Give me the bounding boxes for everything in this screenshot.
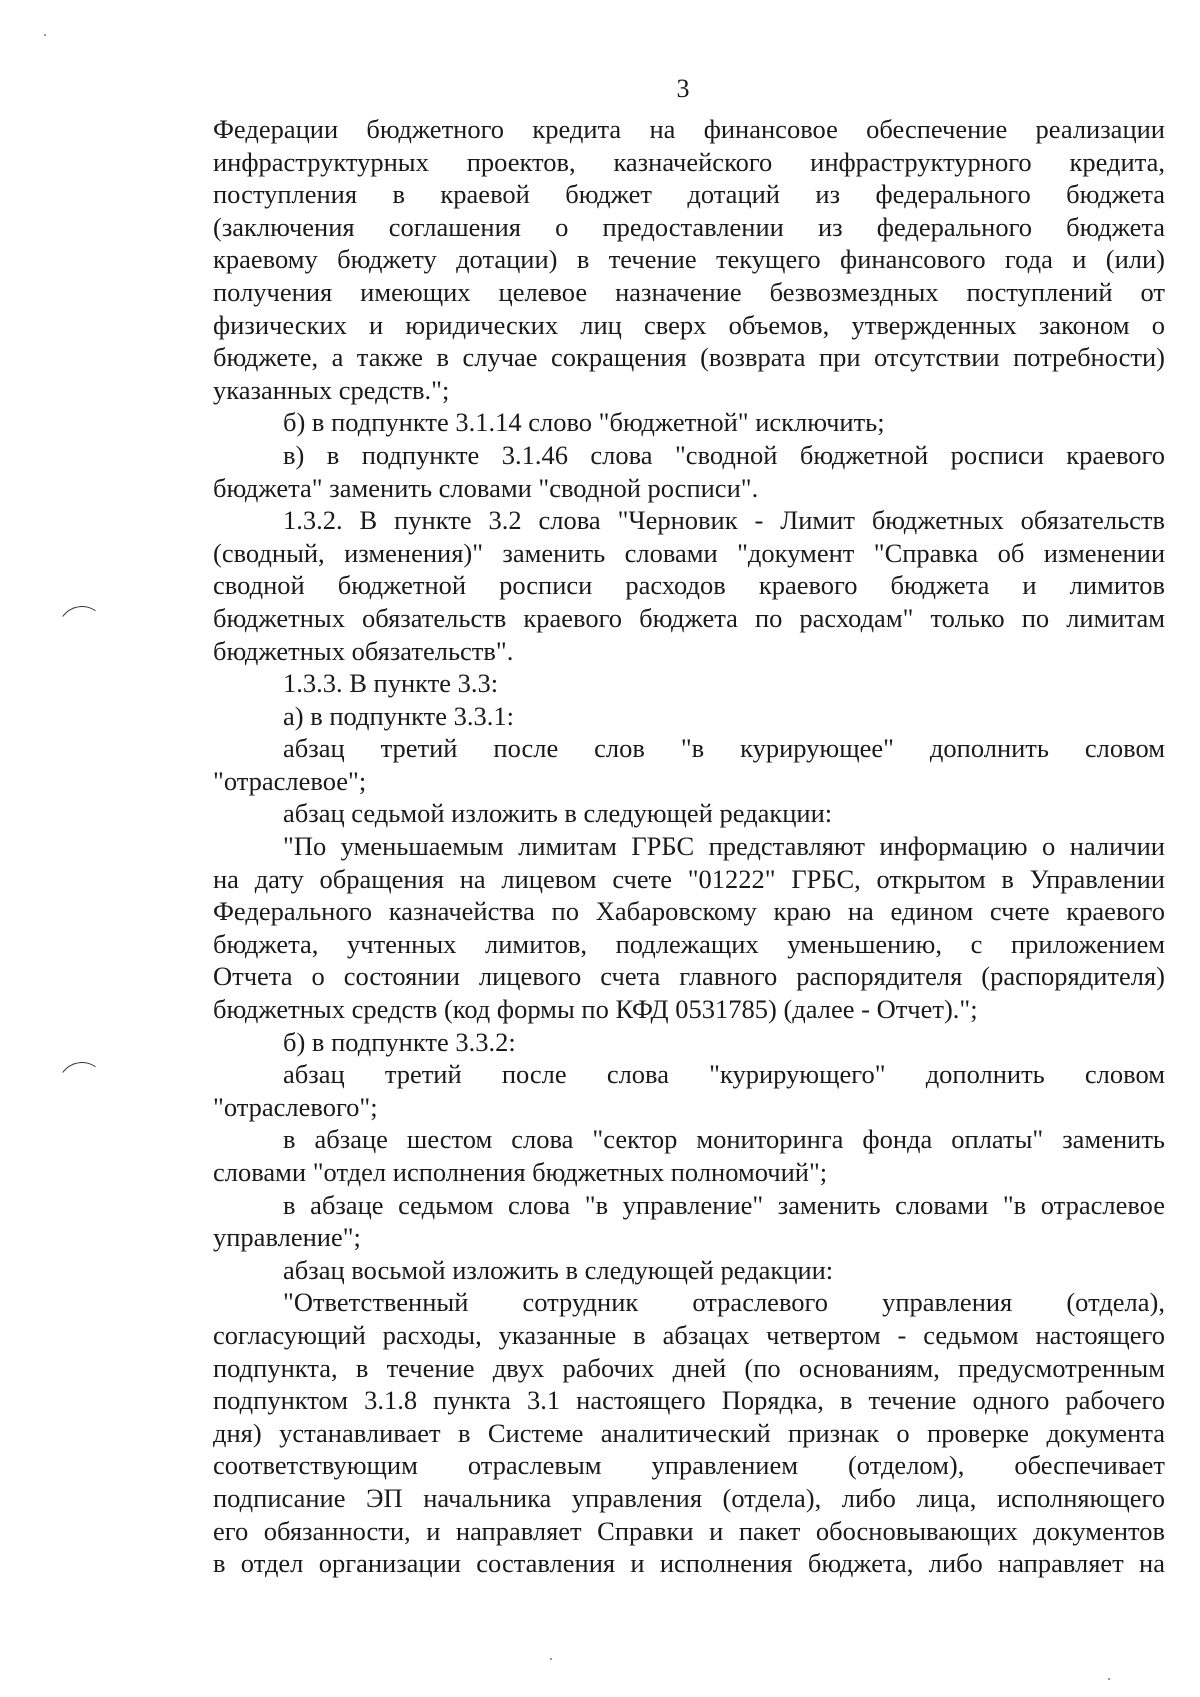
text-line: бюджетных обязательств краевого бюджета по расходам" только по лимитам <box>213 602 1165 633</box>
text-line: краевому бюджету дотации) в течение текущего финансового года и (или) <box>213 244 1165 275</box>
text-line: бюджетных обязательств". <box>213 635 514 666</box>
text-line: физических и юридических лиц сверх объемов, утвержденных законом о <box>213 309 1165 340</box>
text-line: подписание ЭП начальника управления (отдела), либо лица, исполняющего <box>213 1482 1165 1513</box>
text-line: согласующий расходы, указанные в абзацах четвертом - седьмом настоящего <box>213 1319 1165 1350</box>
text-line: 1.3.3. В пункте 3.3: <box>283 668 499 699</box>
text-line: "отраслевое"; <box>213 765 367 796</box>
text-line: управление"; <box>213 1222 361 1253</box>
punch-hole-mark <box>54 602 110 658</box>
text-line: соответствующим отраслевым управлением (отделом), обеспечивает <box>213 1450 1165 1481</box>
text-line: его обязанности, и направляет Справки и пакет обосновывающих документов <box>213 1515 1165 1546</box>
text-line: указанных средств."; <box>213 374 450 405</box>
text-line: бюджетных средств (код формы по КФД 0531785) (далее - Отчет)."; <box>213 994 978 1025</box>
scan-speck <box>550 1658 552 1660</box>
scan-speck <box>1108 1678 1110 1680</box>
text-line: подпунктом 3.1.8 пункта 3.1 настоящего Порядка, в течение одного рабочего <box>213 1385 1165 1416</box>
text-line: в абзаце седьмом слова "в управление" заменить словами "в отраслевое <box>283 1189 1165 1220</box>
text-line: инфраструктурных проектов, казначейского инфраструктурного кредита, <box>213 146 1165 177</box>
text-line: бюджета, учтенных лимитов, подлежащих уменьшению, с приложением <box>213 928 1165 959</box>
text-line: а) в подпункте 3.3.1: <box>283 700 514 731</box>
punch-hole-mark <box>54 1058 110 1114</box>
scan-speck <box>44 34 46 36</box>
text-line: "Ответственный сотрудник отраслевого управления (отдела), <box>283 1287 1165 1318</box>
text-line: словами "отдел исполнения бюджетных полномочий"; <box>213 1157 828 1187</box>
text-line: дня) устанавливает в Системе аналитический признак о проверке документа <box>213 1417 1165 1448</box>
document-body <box>213 113 1165 1580</box>
text-line: (заключения соглашения о предоставлении из федерального бюджета <box>213 211 1165 242</box>
text-line: бюджете, а также в случае сокращения (возврата при отсутствии потребности) <box>213 342 1165 373</box>
text-line: абзац третий после слов "в курирующее" дополнить словом <box>283 733 1165 764</box>
text-line: Федерального казначейства по Хабаровскому краю на едином счете краевого <box>213 896 1165 927</box>
text-line: сводной бюджетной росписи расходов краевого бюджета и лимитов <box>213 570 1165 601</box>
text-line: Отчета о состоянии лицевого счета главного распорядителя (распорядителя) <box>213 961 1165 992</box>
text-line: 1.3.2. В пункте 3.2 слова "Черновик - Лимит бюджетных обязательств <box>283 505 1165 536</box>
text-line: б) в подпункте 3.1.14 слово "бюджетной" исключить; <box>283 407 885 438</box>
text-line: "отраслевого"; <box>213 1091 378 1122</box>
text-line: в) в подпункте 3.1.46 слова "сводной бюджетной росписи краевого <box>283 439 1165 470</box>
text-line: (сводный, изменения)" заменить словами "документ "Справка об изменении <box>213 537 1165 568</box>
text-line: Федерации бюджетного кредита на финансовое обеспечение реализации <box>213 114 1165 144</box>
text-line: абзац третий после слова "курирующего" дополнить словом <box>283 1059 1165 1090</box>
text-line: абзац восьмой изложить в следующей редакции: <box>283 1254 834 1285</box>
text-line: абзац седьмой изложить в следующей редакции: <box>283 798 833 829</box>
text-line: получения имеющих целевое назначение безвозмездных поступлений от <box>213 276 1165 307</box>
text-line: на дату обращения на лицевом счете "01222" ГРБС, открытом в Управлении <box>213 863 1165 894</box>
text-line: б) в подпункте 3.3.2: <box>283 1026 516 1057</box>
text-line: поступления в краевой бюджет дотаций из федерального бюджета <box>213 179 1165 210</box>
text-line: в отдел организации составления и исполнения бюджета, либо направляет на <box>213 1548 1165 1579</box>
text-line: "По уменьшаемым лимитам ГРБС представляют информацию о наличии <box>283 831 1165 862</box>
page-number: 3 <box>676 74 690 103</box>
text-line: в абзаце шестом слова "сектор мониторинга фонда оплаты" заменить <box>283 1124 1165 1155</box>
text-line: бюджета" заменить словами "сводной росписи". <box>213 472 759 503</box>
text-line: подпункта, в течение двух рабочих дней (по основаниям, предусмотренным <box>213 1352 1165 1383</box>
